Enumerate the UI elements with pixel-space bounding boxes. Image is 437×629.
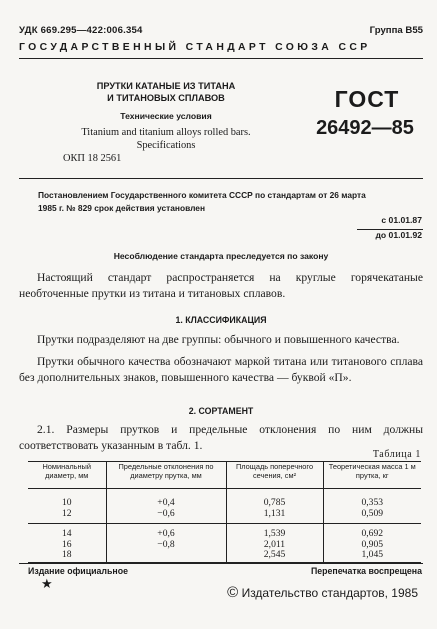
mass-cell: 1,045 bbox=[361, 549, 384, 560]
decree-line1: Постановлением Государственного комитета СССР по стандартам от 26 марта bbox=[38, 190, 366, 200]
decree-text bbox=[38, 189, 423, 215]
mass-cell: 0,905 bbox=[361, 538, 384, 550]
area-cell: 1,131 bbox=[263, 507, 286, 519]
header-rule bbox=[19, 58, 423, 59]
title-rule bbox=[19, 178, 423, 179]
official-edition: Издание официальное bbox=[28, 566, 128, 576]
mass-cell: 0,692 bbox=[361, 528, 384, 539]
penalty-note: Несоблюдение стандарта преследуется по закону bbox=[113, 251, 329, 261]
deviation-cell: −0,8 bbox=[157, 538, 175, 550]
table-row bbox=[28, 524, 421, 563]
header-deviation: Предельные отклонения по диаметру прутка, мм bbox=[106, 462, 226, 489]
title-ru-line1: ПРУТКИ КАТАНЫЕ ИЗ ТИТАНА bbox=[96, 81, 236, 91]
diameter-cell: 12 bbox=[61, 507, 72, 519]
section1-paragraph2: Прутки обычного качества обозначают маркой титана или титанового сплава без дополнительных знаков, повышенного качества — буквой «П». bbox=[19, 355, 423, 384]
publisher: Издательство стандартов, 1985 bbox=[241, 586, 418, 600]
mass-cell: 0,509 bbox=[361, 507, 384, 519]
gost-number: 26492—85 bbox=[316, 117, 414, 139]
section2-paragraph1: 2.1. Размеры прутков и предельные отклонения по ним должны соответствовать указанным в табл. 1. bbox=[19, 423, 423, 452]
star-icon: ★ bbox=[41, 576, 53, 591]
copyright-icon: © bbox=[227, 584, 239, 601]
footer-rule bbox=[19, 563, 423, 564]
state-standard-banner: ГОСУДАРСТВЕННЫЙ СТАНДАРТ СОЮЗА ССР bbox=[19, 42, 371, 53]
copyright-line bbox=[227, 584, 418, 601]
table-row bbox=[28, 489, 421, 524]
title-en-line2: Specifications bbox=[136, 139, 196, 151]
area-cell: 2,011 bbox=[263, 538, 286, 550]
title-ru bbox=[62, 81, 270, 104]
okp-code: ОКП 18 2561 bbox=[63, 153, 122, 164]
section1-paragraph1: Прутки подразделяют на две группы: обычного и повышенного качества. bbox=[37, 333, 400, 346]
area-cell: 2,545 bbox=[263, 549, 286, 560]
dimensions-table bbox=[28, 461, 421, 563]
title-en-line1: Titanium and titanium alloys rolled bars. bbox=[81, 127, 251, 138]
header-diameter: Номинальный диаметр, мм bbox=[28, 462, 106, 489]
deviation-cell: −0,6 bbox=[157, 507, 175, 519]
area-cell: 0,785 bbox=[263, 497, 286, 508]
deviation-cell: +0,4 bbox=[157, 497, 175, 508]
section1-heading: 1. КЛАССИФИКАЦИЯ bbox=[175, 315, 267, 325]
decree-line2: 1985 г. № 829 срок действия установлен bbox=[38, 203, 206, 213]
diameter-cell: 16 bbox=[61, 538, 72, 550]
diameter-cell: 18 bbox=[61, 549, 72, 560]
diameter-cell: 14 bbox=[61, 528, 72, 539]
header-mass: Теоретическая масса 1 м прутка, кг bbox=[328, 462, 416, 480]
title-ru-line2: И ТИТАНОВЫХ СПЛАВОВ bbox=[107, 92, 225, 103]
table-caption: Таблица 1 bbox=[372, 449, 421, 460]
group-code: Группа В55 bbox=[369, 25, 423, 36]
title-en bbox=[52, 127, 280, 152]
validity-from: с 01.01.87 bbox=[381, 215, 422, 225]
reprint-prohibited: Перепечатка воспрещена bbox=[310, 566, 422, 576]
header-area: Площадь поперечного сечения, см² bbox=[226, 462, 323, 489]
deviation-cell: +0,6 bbox=[157, 528, 175, 539]
validity-to: до 01.01.92 bbox=[375, 230, 422, 240]
section2-heading: 2. СОРТАМЕНТ bbox=[188, 406, 254, 416]
diameter-cell: 10 bbox=[61, 497, 72, 508]
mass-cell: 0,353 bbox=[361, 497, 384, 508]
title-subtitle: Технические условия bbox=[120, 111, 212, 121]
area-cell: 1,539 bbox=[263, 528, 286, 539]
udk-code: УДК 669.295—422:006.354 bbox=[19, 25, 143, 36]
gost-label: ГОСТ bbox=[334, 86, 400, 112]
intro-paragraph: Настоящий стандарт распространяется на круглые горячекатаные необточенные прутки из титана и титановых сплавов. bbox=[19, 271, 423, 300]
